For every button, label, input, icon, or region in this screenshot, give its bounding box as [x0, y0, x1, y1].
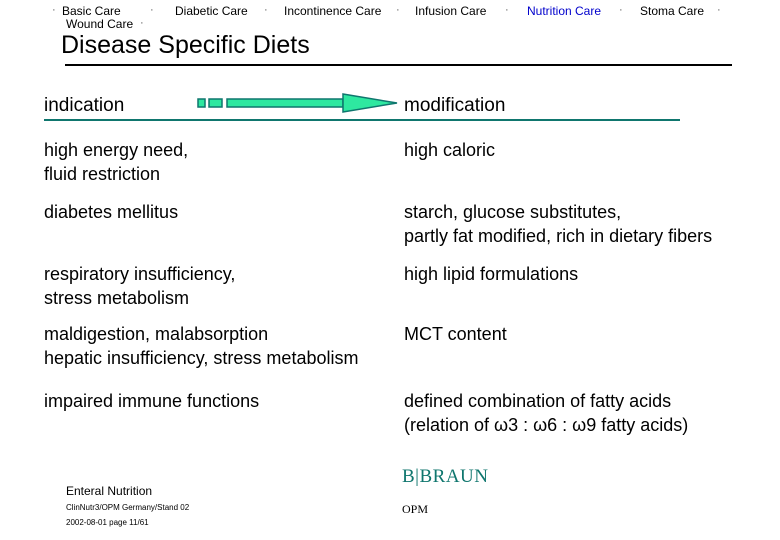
- header-rule: [44, 119, 680, 121]
- indication-line: maldigestion, malabsorption: [44, 324, 269, 344]
- modification-line: (relation of ω3 : ω6 : ω9 fatty acids): [404, 415, 689, 435]
- title-rule: [65, 64, 732, 66]
- indication-line: fluid restriction: [44, 164, 161, 184]
- indication-line: stress metabolism: [44, 288, 190, 308]
- indication-line: high energy need,: [44, 140, 189, 160]
- modification-line: high caloric: [404, 140, 496, 160]
- modification-line: partly fat modified, rich in dietary fibers: [404, 226, 713, 246]
- nav-item-nutrition-care[interactable]: Nutrition Care: [527, 4, 602, 18]
- modification-line: MCT content: [404, 324, 507, 344]
- indication-cell: [44, 322, 358, 370]
- nav-separator: ·: [619, 4, 623, 16]
- indication-line: diabetes mellitus: [44, 202, 179, 222]
- nav-separator: ·: [505, 4, 509, 16]
- nav-separator: ·: [717, 4, 721, 16]
- indication-line: hepatic insufficiency, stress metabolism: [44, 348, 359, 368]
- bbraun-logo: B|BRAUN: [402, 466, 489, 487]
- indication-cell: [44, 138, 188, 186]
- modification-line: defined combination of fatty acids: [404, 391, 672, 411]
- footer-date-page: 2002-08-01 page 11/61: [66, 518, 149, 527]
- nav-item-stoma-care[interactable]: Stoma Care: [640, 4, 705, 18]
- nav-separator: ·: [264, 4, 268, 16]
- right-arrow-icon: [197, 93, 400, 115]
- indication-cell: [44, 200, 178, 224]
- nav-item-basic-care[interactable]: Basic Care: [62, 4, 121, 18]
- indication-line: respiratory insufficiency,: [44, 264, 236, 284]
- nav-separator: ·: [140, 17, 144, 29]
- modification-cell: [404, 322, 507, 346]
- modification-cell: [404, 389, 688, 437]
- modification-cell: [404, 262, 578, 286]
- indication-cell: [44, 262, 235, 310]
- indication-cell: [44, 389, 259, 413]
- footer-label: Enteral Nutrition: [66, 484, 153, 498]
- indication-line: impaired immune functions: [44, 391, 260, 411]
- footer-reference: ClinNutr3/OPM Germany/Stand 02: [66, 503, 190, 512]
- nav-item-incontinence-care[interactable]: Incontinence Care: [284, 4, 382, 18]
- nav-separator: ·: [150, 4, 154, 16]
- modification-line: high lipid formulations: [404, 264, 579, 284]
- page-title: Disease Specific Diets: [61, 31, 310, 59]
- modification-cell: [404, 200, 712, 248]
- opm-label: OPM: [402, 502, 429, 516]
- nav-separator: ·: [52, 4, 56, 16]
- nav-item-diabetic-care[interactable]: Diabetic Care: [175, 4, 248, 18]
- nav-item-wound-care[interactable]: Wound Care: [66, 17, 134, 31]
- nav-item-infusion-care[interactable]: Infusion Care: [415, 4, 487, 18]
- indication-header: indication: [44, 95, 125, 116]
- modification-line: starch, glucose substitutes,: [404, 202, 622, 222]
- modification-cell: [404, 138, 495, 162]
- nav-separator: ·: [396, 4, 400, 16]
- modification-header: modification: [404, 95, 506, 116]
